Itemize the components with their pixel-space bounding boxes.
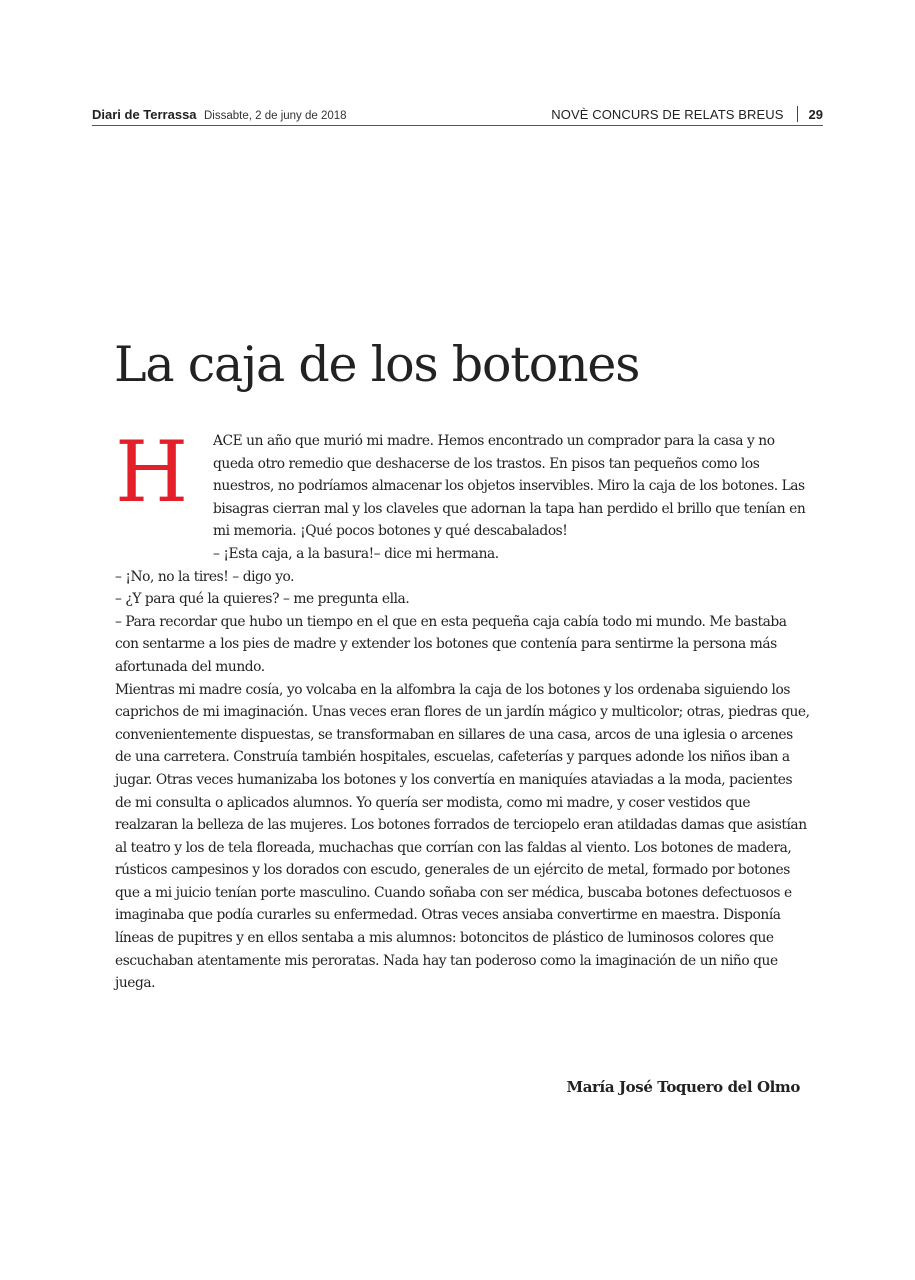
drop-cap: H (115, 423, 188, 521)
paragraph: Mientras mi madre cosía, yo volcaba en la alfombra la caja de los botones y los ordenaba siguiendo los caprichos de mi imaginación. Unas veces eran flores de un jardín mágico y multicolor; otras, piedras que, convenientemente dispuestas, se transformaban en sillares de una casa, arcos de una iglesia o arcenes de una carretera. Construía también hospitales, escuelas, cafeterías y parques adonde los niños iban a jugar. Otras veces humanizaba los botones y los convertía en maniquíes ataviadas a la moda, pacientes de mi consulta o aplicados alumnos. Yo quería ser modista, como mi madre, y coser vestidos que realzaran la belleza de las mujeres. Los botones forrados de terciopelo eran atildadas damas que asistían al teatro y los de tela floreada, muchachas que corrían con las faldas al viento. Los botones de madera, rústicos campesinos y los dorados con escudo, generales de un ejército de metal, formado por botones que a mi juicio tenían porte masculino. Cuando soñaba con ser médica, buscaba botones defectuosos e imaginaba que podía curarles su enfermedad. Otras veces ansiaba convertirme en maestra. Disponía líneas de pupitres y en ellos sentaba a mis alumnos: botoncitos de plástico de luminosos colores que escuchaban atentamente mis peroratas. Nada hay tan poderoso como la imaginación de un niño que juega. (115, 681, 810, 992)
author-byline: María José Toquero del Olmo (566, 1078, 800, 1096)
article-title: La caja de los botones (114, 336, 640, 393)
header-divider (797, 106, 798, 122)
publication-date: Dissabte, 2 de juny de 2018 (204, 110, 347, 122)
header-left (92, 106, 347, 124)
paragraph: – Para recordar que hubo un tiempo en el que en esta pequeña caja cabía todo mi mundo. Me bastaba con sentarme a los pies de madre y extender los botones que contenía para sentirme la persona más afortunada del mundo. (115, 613, 787, 675)
newspaper-name: Diari de Terrassa (92, 107, 197, 122)
paragraph: ACE un año que murió mi madre. Hemos encontrado un comprador para la casa y no queda otro remedio que deshacerse de los trastos. En pisos tan pequeños como los nuestros, no podríamos almacenar los objetos inservibles. Miro la caja de los botones. Las bisagras cierran mal y los claveles que adornan la tapa han perdido el brillo que tenían en mi memoria. ¡Qué pocos botones y qué descabalados! (213, 433, 806, 540)
paragraph: – ¡No, no la tires! – digo yo. (115, 568, 295, 585)
header-right (551, 106, 823, 122)
section-title: NOVÈ CONCURS DE RELATS BREUS (551, 106, 784, 122)
page-header (92, 104, 823, 126)
article-body (115, 423, 811, 995)
paragraph: – ¡Esta caja, a la basura!– dice mi hermana. (213, 545, 499, 562)
page-number: 29 (808, 106, 823, 122)
paragraph: – ¿Y para qué la quieres? – me pregunta ella. (115, 591, 410, 608)
